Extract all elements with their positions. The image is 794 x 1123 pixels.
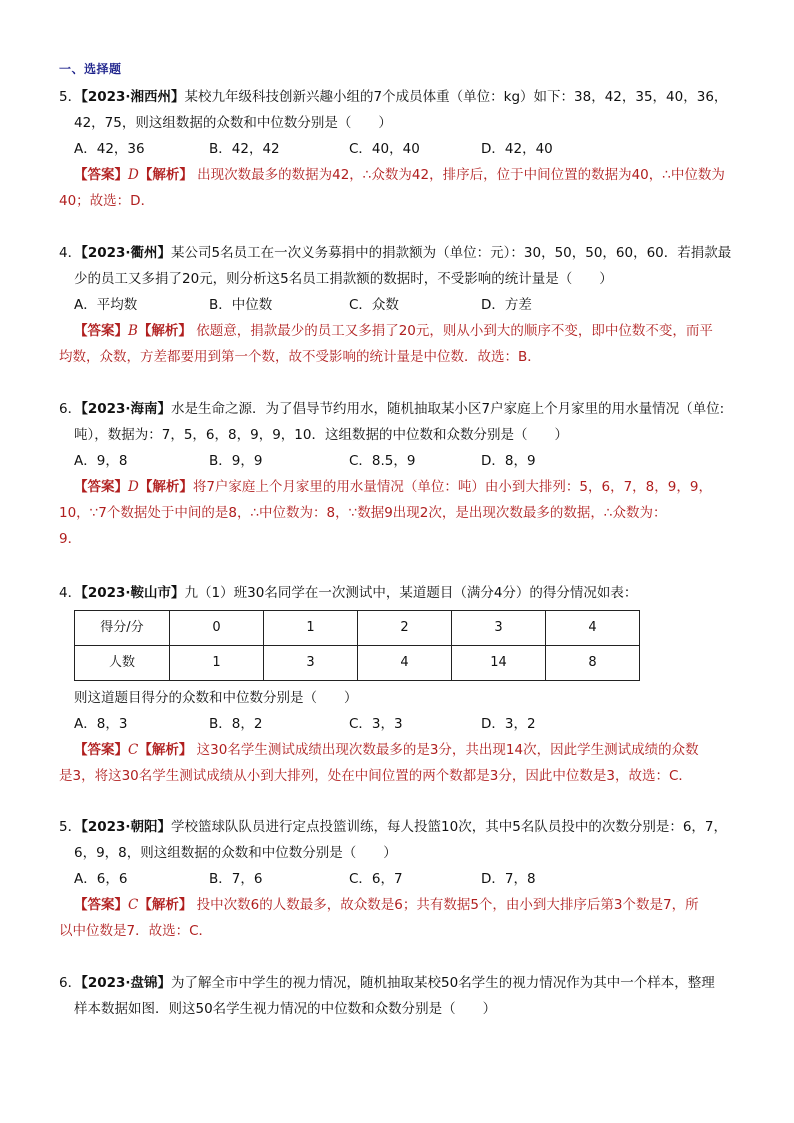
table-cell: 3 [452,611,546,646]
question-source: 【2023·湘西州】 [81,89,185,105]
question-stem-line: 4．【2023·鞍山市】九（1）班30名同学在一次测试中，某道题目（满分4分）的得分情况如表： [59,585,638,601]
question-3 [59,396,749,552]
option-b: B．中位数 [209,297,273,313]
section-title: 一、选择题 [59,62,122,76]
question-stem-line: 42，75，则这组数据的众数和中位数分别是（ ） [74,115,392,131]
option-c: C．8.5，9 [349,453,416,469]
question-4 [59,580,749,789]
answer-line: 9． [59,531,82,547]
question-stem-line: 样本数据如图．则这50名学生视力情况的中位数和众数分别是（ ） [74,1001,497,1017]
option-d: D．42，40 [481,141,553,157]
question-2 [59,240,749,370]
question-source: 【2023·鞍山市】 [81,585,185,601]
option-d: D．3，2 [481,716,536,732]
option-c: C．3，3 [349,716,403,732]
question-source: 【2023·海南】 [81,401,172,417]
answer-line: 【答案】C【解析】 投中次数6的人数最多，故众数是6；共有数据5个，由小到大排序后第3个数是7，所 [74,897,699,913]
score-table [74,610,640,681]
options-row [59,711,749,737]
options-row [59,292,749,318]
question-1 [59,84,749,214]
question-source: 【2023·朝阳】 [81,819,172,835]
question-stem-line: 4．【2023·衢州】某公司5名员工在一次义务募捐中的捐款额为（单位：元）：30，50，50，60，60．若捐款最 [59,245,732,261]
table-cell: 1 [170,646,264,681]
table-cell: 0 [170,611,264,646]
table-cell: 1 [264,611,358,646]
answer-line: 【答案】D【解析】将7户家庭上个月家里的用水量情况（单位：吨）由小到大排列：5，6，7，8，9，9， [74,479,712,495]
question-stem-line: 6．【2023·盘锦】为了解全市中学生的视力情况，随机抽取某校50名学生的视力情况作为其中一个样本，整理 [59,975,715,991]
question-stem-line: 则这道题目得分的众数和中位数分别是（ ） [74,690,358,706]
option-c: C．众数 [349,297,399,313]
option-d: D．8，9 [481,453,536,469]
option-d: D．方差 [481,297,532,313]
question-stem-line: 5．【2023·朝阳】学校篮球队队员进行定点投篮训练，每人投篮10次，其中5名队员投中的次数分别是：6，7， [59,819,727,835]
table-cell: 3 [264,646,358,681]
option-b: B．7，6 [209,871,263,887]
answer-line: 【答案】C【解析】 这30名学生测试成绩出现次数最多的是3分，共出现14次，因此学生测试成绩的众数 [74,742,699,758]
option-d: D．7，8 [481,871,536,887]
option-c: C．6，7 [349,871,403,887]
question-stem-line: 吨），数据为：7，5，6，8，9，9，10．这组数据的中位数和众数分别是（ ） [74,427,568,443]
table-cell: 4 [358,646,452,681]
answer-line: 40；故选：D． [59,193,155,209]
answer-line: 【答案】D【解析】 出现次数最多的数据为42，∴众数为42，排序后，位于中间位置的数据为40，∴中位数为 [74,167,725,183]
question-stem-line: 5．【2023·湘西州】某校九年级科技创新兴趣小组的7个成员体重（单位：kg）如下：38，42，35，40，36， [59,89,728,105]
table-row [75,646,640,681]
option-a: A．6，6 [74,871,128,887]
options-row [59,448,749,474]
question-source: 【2023·衢州】 [81,245,172,261]
table-cell: 8 [546,646,640,681]
table-cell: 14 [452,646,546,681]
option-b: B．42，42 [209,141,280,157]
table-cell: 2 [358,611,452,646]
question-5 [59,814,749,944]
question-source: 【2023·盘锦】 [81,975,172,991]
answer-line: 以中位数是7．故选：C． [59,923,213,939]
option-a: A．平均数 [74,297,138,313]
option-a: A．42，36 [74,141,145,157]
question-stem-line: 6．【2023·海南】水是生命之源．为了倡导节约用水，随机抽取某小区7户家庭上个月家里的用水量情况（单位: [59,401,725,417]
option-b: B．9，9 [209,453,263,469]
option-a: A．8，3 [74,716,128,732]
table-row [75,611,640,646]
option-c: C．40，40 [349,141,420,157]
answer-line: 【答案】B【解析】 依题意，捐款最少的员工又多捐了20元，则从小到大的顺序不变，即中位数不变，而平 [74,323,713,339]
question-6 [59,970,749,1022]
question-stem-line: 6，9，8，则这组数据的众数和中位数分别是（ ） [74,845,397,861]
table-header-cell: 得分/分 [75,611,170,646]
options-row [59,136,749,162]
option-b: B．8，2 [209,716,263,732]
options-row [59,866,749,892]
question-stem-line: 少的员工又多捐了20元，则分析这5名员工捐款额的数据时，不受影响的统计量是（ ） [74,271,613,287]
answer-line: 10，∵7个数据处于中间的是8，∴中位数为：8，∵数据9出现2次，是出现次数最多的数据，∴众数为： [59,505,667,521]
table-header-cell: 人数 [75,646,170,681]
answer-line: 是3，将这30名学生测试成绩从小到大排列，处在中间位置的两个数都是3分，因此中位数是3，故选：C． [59,768,692,784]
table-cell: 4 [546,611,640,646]
answer-line: 均数，众数，方差都要用到第一个数，故不受影响的统计量是中位数．故选：B． [59,349,541,365]
option-a: A．9，8 [74,453,128,469]
